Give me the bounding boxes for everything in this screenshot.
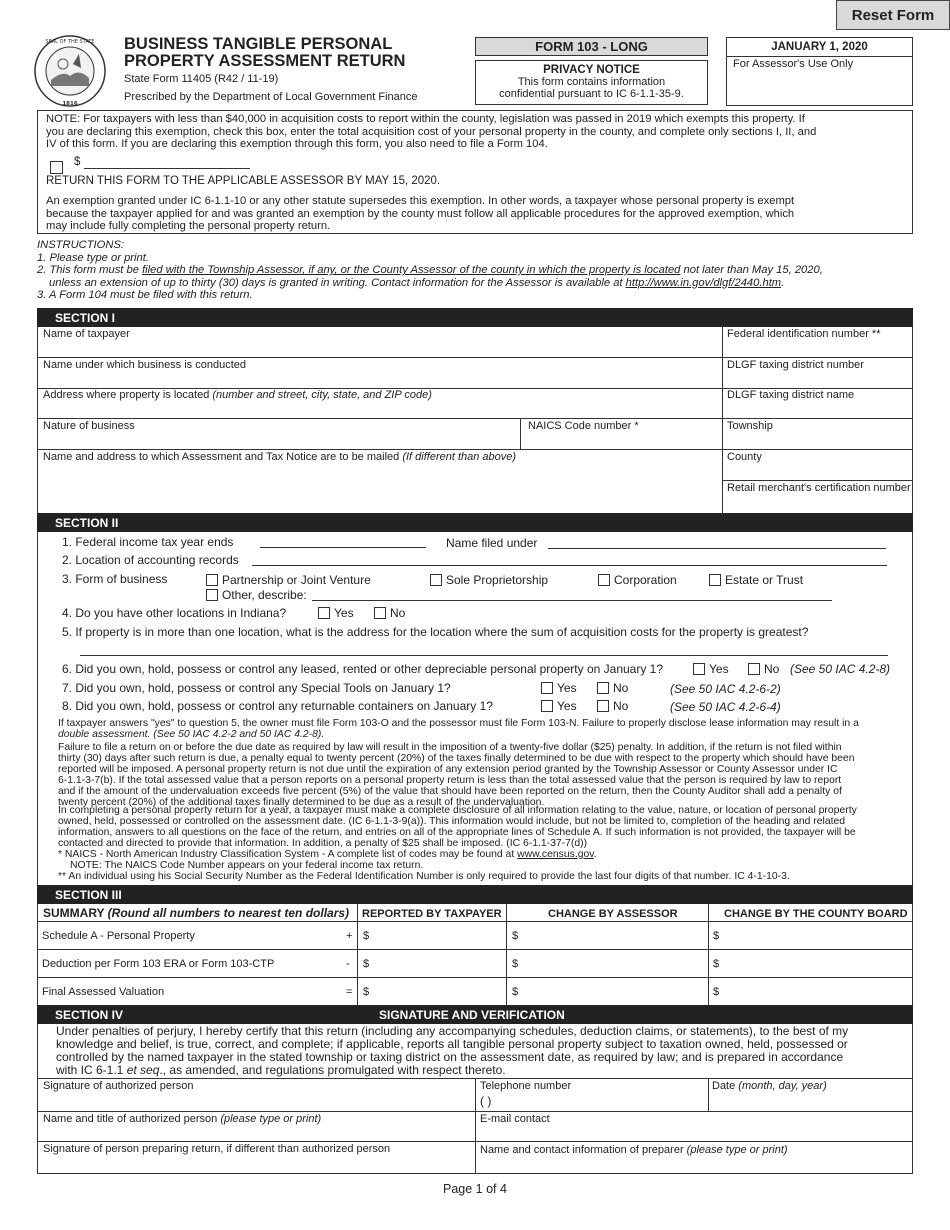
opt-other[interactable]: Other, describe: — [206, 588, 307, 602]
taxpayer-name-field[interactable]: Name of taxpayer — [43, 328, 130, 340]
note-box — [37, 110, 913, 234]
instruction-3: 3. A Form 104 must be filed with this return. — [37, 289, 253, 301]
form-title-line1: BUSINESS TANGIBLE PERSONAL — [124, 35, 393, 53]
instruction-2a: 2. This form must be — [37, 264, 143, 276]
assessor-amount-input[interactable]: $ — [512, 930, 519, 942]
note-line3: IV of this form. If you are declaring this exemption through this form, you also need to file a Form 104. — [46, 138, 548, 150]
note-line1: NOTE: For taxpayers with less than $40,000 in acquisition costs to report within the county, legislation was passed in 2019 which exempts this property. If — [46, 113, 805, 125]
q6-ref: (See 50 IAC 4.2-8) — [790, 662, 891, 676]
penalty-paragraph: Failure to file a return on or before the due date as required by law will result in the imposition of a twenty-five dollar ($25) penalty. In addition, if the return is not filed within thirty (30) days after such return is due, a penalty equal to twenty percent (20%) of the taxes finally determined to be due with respect to the property which should have been reported will be imposed. A personal property return is not due until the expiration of any extension period granted by the Township Assessor or County Assessor under IC 6-1.1-3-7(b). If the total assessed value that a person reports on a personal property return is less than the total assessed value that the person is required by law to report and if the amount of the undervaluation exceeds five percent (5%) of the value that should have been reported on the return, then the County Auditor shall add a penalty of twenty percent (20%) of the additional taxes finally determined to be due as a result of the undervaluation. — [58, 742, 855, 808]
preparer-info-field[interactable]: Name and contact information of preparer (please type or print) — [480, 1144, 788, 1156]
q3-label: 3. Form of business — [62, 572, 168, 586]
verification-text: Under penalties of perjury, I hereby certify that this return (including any accompanying schedules, deduction claims, or statements), to the best of my knowledge and belief, is true, correct, and complete; if applicable, reports all tangible personal property subject to taxation owned, held, possessed or controlled by the named taxpayer in the stated township or taxing district on the assessment date, as required by law; and is prepared in accordance with IC 6-1.1 et seq., as amended, and regulations promulgated with respect thereto. — [56, 1024, 849, 1077]
section1-grid — [37, 327, 913, 513]
assessor-use-label: For Assessor's Use Only — [733, 58, 854, 70]
section3-header: SECTION III — [37, 885, 913, 904]
q7-label: 7. Did you own, hold, possess or control any Special Tools on January 1? — [62, 681, 451, 695]
opt-corporation[interactable]: Corporation — [598, 573, 677, 587]
q7-no[interactable]: No — [597, 681, 628, 695]
assessment-date: JANUARY 1, 2020 — [771, 41, 868, 53]
taxpayer-amount-input[interactable]: $ — [363, 986, 370, 998]
q8-label: 8. Did you own, hold, possess or control any returnable containers on January 1? — [62, 699, 493, 713]
dlgf-name-field[interactable]: DLGF taxing district name — [727, 389, 855, 401]
privacy-notice-box — [475, 60, 708, 105]
section4-header: SECTION IV SIGNATURE AND VERIFICATION — [37, 1005, 913, 1024]
col-change-board: CHANGE BY THE COUNTY BOARD — [724, 908, 908, 920]
taxpayer-amount-input[interactable]: $ — [363, 958, 370, 970]
board-amount-input[interactable]: $ — [713, 930, 720, 942]
q6-no[interactable]: No — [748, 662, 779, 676]
privacy-title: PRIVACY NOTICE — [543, 64, 640, 76]
business-name-field[interactable]: Name under which business is conducted — [43, 359, 247, 371]
exemption-text2: because the taxpayer applied for and was granted an exemption by the county must follow all applicable procedures for the approved exemption, which — [46, 207, 795, 220]
naics-field[interactable]: NAICS Code number * — [528, 420, 639, 432]
signature-section — [37, 1024, 913, 1174]
email-field[interactable]: E-mail contact — [480, 1113, 550, 1125]
assessor-contact-link[interactable]: http://www.in.gov/dlgf/2440.htm — [625, 276, 782, 289]
tax-year-input[interactable] — [260, 547, 426, 548]
retail-cert-field[interactable]: Retail merchant's certification number — [727, 482, 911, 494]
q5-label: 5. If property is in more than one location, what is the address for the location where the sum of acquisition costs for the property is greatest? — [62, 625, 809, 639]
board-amount-input[interactable]: $ — [713, 958, 720, 970]
preparer-signature-field[interactable]: Signature of person preparing return, if different than authorized person — [43, 1143, 391, 1155]
return-deadline: RETURN THIS FORM TO THE APPLICABLE ASSESSOR BY MAY 15, 2020. — [46, 175, 441, 187]
state-seal-icon — [33, 34, 107, 108]
q1b-label: Name filed under — [446, 536, 538, 550]
col-change-assessor: CHANGE BY ASSESSOR — [548, 908, 678, 920]
signature-field[interactable]: Signature of authorized person — [43, 1080, 194, 1092]
privacy-line2: confidential pursuant to IC 6-1.1-35-9. — [499, 88, 684, 100]
other-describe-input[interactable] — [312, 600, 832, 601]
q2-label: 2. Location of accounting records — [62, 553, 239, 567]
greatest-location-input[interactable] — [80, 655, 888, 656]
instruction-1: 1. Please type or print. — [37, 251, 149, 264]
form-title-line2: PROPERTY ASSESSMENT RETURN — [124, 52, 406, 70]
summary-row-operator: = — [346, 986, 353, 998]
exemption-text1: An exemption granted under IC 6-1.1-10 or any other statute supersedes this exemption. In other words, a taxpayer whose personal property is exempt — [46, 195, 795, 207]
dlgf-number-field[interactable]: DLGF taxing district number — [727, 359, 864, 371]
instruction-2d: unless an extension of up to thirty (30) days is granted in writing. Contact information for the Assessor is available at — [49, 276, 626, 289]
q6-label: 6. Did you own, hold, possess or control any leased, rented or other depreciable personal property on January 1? — [62, 662, 664, 676]
q7-ref: (See 50 IAC 4.2-6-2) — [670, 682, 781, 696]
q6-yes[interactable]: Yes — [693, 662, 729, 676]
summary-row-operator: - — [346, 958, 350, 970]
q4-label: 4. Do you have other locations in Indiana? — [62, 606, 287, 620]
property-address-field[interactable]: Address where property is located (number and street, city, state, and ZIP code) — [43, 389, 432, 401]
q7-yes[interactable]: Yes — [541, 681, 577, 695]
instructions — [37, 239, 823, 302]
instructions-heading: INSTRUCTIONS: — [37, 239, 125, 251]
summary-row-operator: + — [346, 930, 353, 942]
board-amount-input[interactable]: $ — [713, 986, 720, 998]
svg-text:SEAL OF THE STATE: SEAL OF THE STATE — [45, 39, 95, 45]
taxpayer-amount-input[interactable]: $ — [363, 930, 370, 942]
section2-body — [37, 532, 913, 885]
exemption-amount-input[interactable] — [84, 168, 250, 169]
assessor-amount-input[interactable]: $ — [512, 958, 519, 970]
q8-yes[interactable]: Yes — [541, 699, 577, 713]
lease-disclosure-paragraph: If taxpayer answers "yes" to question 5, the owner must file Form 103-O and the possessor must file Form 103-N. Failure to properly disclose lease information may result in a double assessment. (See 50 IAC 4.2-2 and 50 IAC 4.2-8). — [58, 718, 859, 740]
accounting-records-input[interactable] — [252, 565, 887, 566]
instruction-2b: filed with the Township Assessor, if any, or the County Assessor of the county in which the property is located — [142, 264, 681, 276]
telephone-parens: ( ) — [480, 1094, 492, 1108]
instruction-2c: not later than May 15, 2020, — [680, 264, 823, 276]
opt-sole-proprietorship[interactable]: Sole Proprietorship — [430, 573, 548, 587]
page-number: Page 1 of 4 — [443, 1182, 507, 1196]
q8-no[interactable]: No — [597, 699, 628, 713]
assessor-amount-input[interactable]: $ — [512, 986, 519, 998]
disclosure-paragraph: In completing a personal property return for a year, a taxpayer must make a complete disclosure of all information relating to the value, nature, or location of personal property owned, held, possessed or controlled on the assessment date. (IC 6-1.1-3-9(a)). This information would include, but not be limited to, completion of the heading and related information, answers to all questions on the face of the return, and entries on all of the appropriate lines of Schedule A. If such information is not provided, the taxpayer will be contacted and directed to provide that information. In addition, a penalty of $25 shall be imposed. (IC 6-1.1-37-7(d)) — [58, 805, 857, 849]
reset-form-button[interactable]: Reset Form — [836, 0, 950, 30]
form-name-box — [475, 37, 708, 56]
census-link[interactable]: www.census.gov — [517, 849, 594, 860]
privacy-line1: This form contains information — [517, 76, 666, 88]
seal-year: 1816 — [62, 101, 78, 107]
note-line2: you are declaring this exemption, check this box, enter the total acquisition cost of your personal property in the county, and complete only sections I, II, and — [46, 125, 817, 138]
exemption-checkbox[interactable] — [50, 161, 63, 174]
summary-row-label: Final Assessed Valuation — [42, 986, 165, 998]
form-name: FORM 103 - LONG — [535, 39, 648, 54]
name-title-field[interactable]: Name and title of authorized person (please type or print) — [43, 1113, 322, 1125]
name-filed-input[interactable] — [548, 548, 886, 549]
opt-partnership[interactable]: Partnership or Joint Venture — [206, 573, 371, 587]
mailing-address-field[interactable]: Name and address to which Assessment and Tax Notice are to be mailed (If different than above) — [43, 451, 517, 463]
county-field[interactable]: County — [727, 451, 762, 463]
opt-estate-trust[interactable]: Estate or Trust — [709, 573, 803, 587]
township-field[interactable]: Township — [727, 420, 773, 432]
q8-ref: (See 50 IAC 4.2-6-4) — [670, 700, 781, 714]
summary-heading: SUMMARY (Round all numbers to nearest ten dollars) — [43, 906, 350, 920]
date-field[interactable]: Date (month, day, year) — [712, 1080, 827, 1092]
state-form-number: State Form 11405 (R42 / 11-19) — [124, 73, 279, 85]
instruction-2f: . — [781, 276, 785, 289]
prescribed-by: Prescribed by the Department of Local Government Finance — [124, 91, 418, 103]
exemption-dollar: $ — [74, 156, 81, 168]
assessor-use-box[interactable] — [726, 37, 913, 106]
q4-yes[interactable]: Yes — [318, 606, 354, 620]
col-reported-taxpayer: REPORTED BY TAXPAYER — [362, 908, 502, 920]
section1-header: SECTION I — [37, 308, 913, 327]
exemption-text3: may include fully completing the personal property return. — [46, 220, 331, 232]
footnotes: * NAICS - North American Industry Classification System - A complete list of codes may be found at www.census.gov. NOTE: The NAICS Code Number appears on your federal income tax return. ** An individual using his Social Security Number as the Federal Identification Number is only required to provide the last four digits of that number. IC 4-1-10-3. — [58, 849, 790, 882]
q1-label: 1. Federal income tax year ends — [62, 535, 234, 549]
federal-id-field[interactable]: Federal identification number ** — [727, 328, 881, 340]
summary-row-label: Deduction per Form 103 ERA or Form 103-CTP — [42, 958, 275, 970]
nature-business-field[interactable]: Nature of business — [43, 420, 135, 432]
section2-header: SECTION II — [37, 513, 913, 532]
q4-no[interactable]: No — [374, 606, 405, 620]
telephone-field[interactable]: Telephone number — [480, 1080, 572, 1092]
summary-row-label: Schedule A - Personal Property — [42, 930, 195, 942]
summary-table — [37, 904, 913, 1005]
